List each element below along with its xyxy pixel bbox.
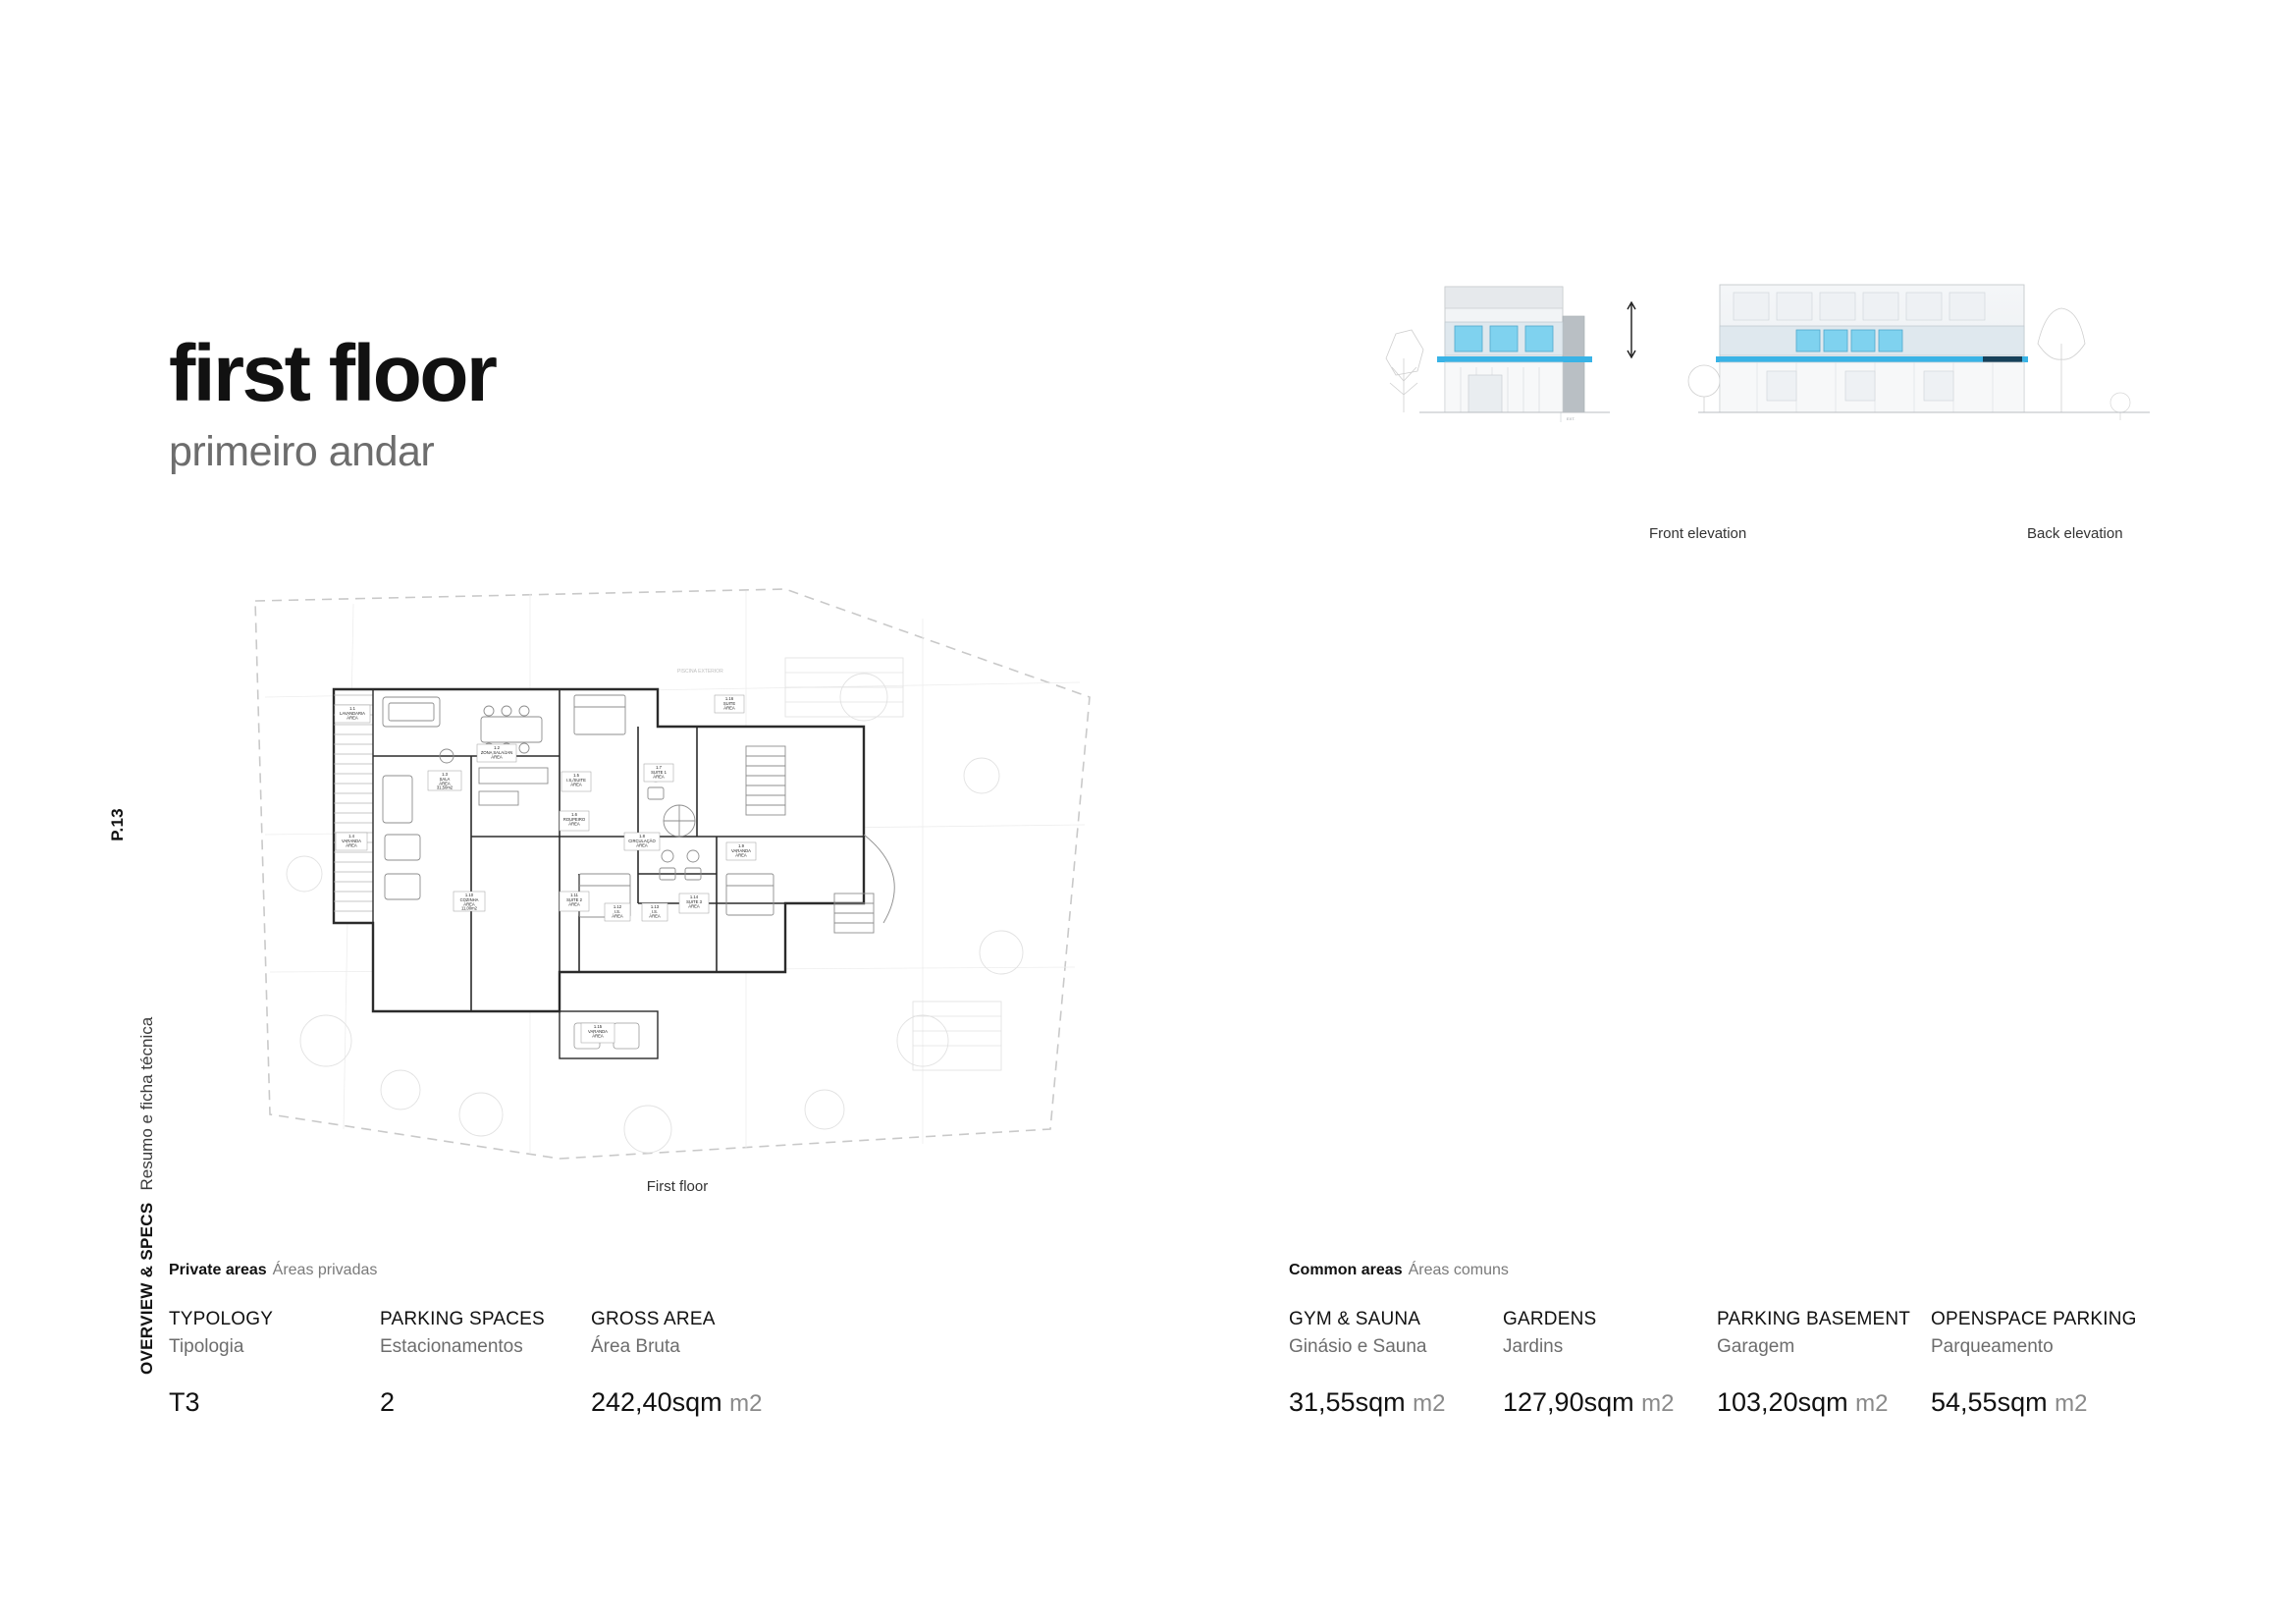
height-arrow <box>1628 302 1635 357</box>
svg-text:1.8: 1.8 <box>639 834 645 839</box>
spec-parking-spaces-number: 2 <box>380 1387 396 1417</box>
common-areas-columns <box>1289 1309 2145 1418</box>
svg-text:1.11: 1.11 <box>570 893 578 897</box>
page-number: P.13 <box>108 808 127 841</box>
svg-text:1.7: 1.7 <box>656 765 662 770</box>
spec-gross-area-label-en: GROSS AREA <box>591 1309 716 1329</box>
spec-gross-area-number: 242,40sqm <box>591 1387 722 1417</box>
svg-text:ÁREA: ÁREA <box>439 781 451 786</box>
svg-text:1.6: 1.6 <box>571 812 577 817</box>
private-areas-heading <box>169 1262 846 1279</box>
spec-parking-spaces <box>380 1309 591 1418</box>
front-elevation-caption: Front elevation <box>1649 525 1747 542</box>
svg-text:VARANDA: VARANDA <box>731 848 751 853</box>
svg-text:I.S./SUITE: I.S./SUITE <box>566 778 586 783</box>
spec-gardens-number: 127,90sqm <box>1503 1387 1634 1417</box>
svg-text:1.16: 1.16 <box>724 696 734 701</box>
svg-text:1.13: 1.13 <box>650 904 660 909</box>
front-elevation-group <box>1386 287 1610 422</box>
svg-text:ÁREA: ÁREA <box>612 913 623 919</box>
svg-text:I.S.: I.S. <box>614 909 621 914</box>
svg-text:1.14: 1.14 <box>689 894 699 899</box>
svg-text:ÁREA: ÁREA <box>568 901 580 907</box>
back-elevation-caption: Back elevation <box>2027 525 2123 542</box>
common-areas-heading-en: Common areas <box>1289 1262 1403 1278</box>
spec-gross-area-value <box>591 1387 846 1418</box>
elevation-captions <box>1374 525 2179 545</box>
spec-typology-number: T3 <box>169 1387 200 1417</box>
spec-openspace-parking-number: 54,55sqm <box>1931 1387 2048 1417</box>
spec-gross-area-unit: m2 <box>729 1390 763 1417</box>
floor-plan-caption: First floor <box>646 1178 709 1195</box>
spec-parking-basement-value <box>1717 1387 1931 1418</box>
svg-text:ÁREA: ÁREA <box>636 842 648 848</box>
spec-gym-sauna <box>1289 1309 1503 1418</box>
common-areas-heading <box>1289 1262 2145 1279</box>
spec-gardens-unit: m2 <box>1641 1390 1675 1417</box>
section-title: OVERVIEW & SPECS <box>137 1202 156 1375</box>
spec-gym-sauna-label-en: GYM & SAUNA <box>1289 1309 1421 1329</box>
svg-text:VARANDA: VARANDA <box>588 1029 608 1034</box>
spec-gross-area-label-pt: Área Bruta <box>591 1336 680 1357</box>
svg-text:1.15: 1.15 <box>593 1024 603 1029</box>
svg-text:1.10: 1.10 <box>464 893 474 897</box>
section-subtitle: Resumo e ficha técnica <box>137 1016 156 1191</box>
svg-text:SUITE 2: SUITE 2 <box>566 897 582 902</box>
page-title: first floor <box>169 329 496 418</box>
spec-parking-spaces-label-pt: Estacionamentos <box>380 1336 523 1357</box>
svg-text:1.9: 1.9 <box>738 843 744 848</box>
svg-text:1.5: 1.5 <box>573 773 579 778</box>
spec-parking-basement-number: 103,20sqm <box>1717 1387 1848 1417</box>
svg-text:I.S.: I.S. <box>651 909 659 914</box>
spec-typology-label-pt: Tipologia <box>169 1336 244 1357</box>
svg-text:ZONA SALA/JAN: ZONA SALA/JAN <box>480 750 513 755</box>
svg-text:ÁREA: ÁREA <box>592 1033 604 1039</box>
svg-text:VARANDA: VARANDA <box>342 839 361 843</box>
private-areas-heading-pt: Áreas privadas <box>272 1262 378 1278</box>
spec-openspace-parking-label-pt: Parqueamento <box>1931 1336 2054 1357</box>
svg-text:ÁREA: ÁREA <box>735 852 747 858</box>
spec-openspace-parking <box>1931 1309 2145 1418</box>
common-areas-section <box>1289 1262 2145 1418</box>
svg-text:ÁREA: ÁREA <box>346 842 357 848</box>
spec-gym-sauna-value <box>1289 1387 1503 1418</box>
svg-text:ÁREA: ÁREA <box>570 782 582 787</box>
svg-text:SALA: SALA <box>439 777 451 782</box>
svg-text:EXT.: EXT. <box>1567 416 1575 421</box>
elevation-svg <box>1374 265 2179 511</box>
page-subtitle: primeiro andar <box>169 428 435 475</box>
svg-text:CIRCULAÇÃO: CIRCULAÇÃO <box>628 839 656 843</box>
spec-parking-basement-label-pt: Garagem <box>1717 1336 1795 1357</box>
svg-text:ÁREA: ÁREA <box>568 821 580 827</box>
side-rail <box>59 0 156 1624</box>
svg-text:1.1: 1.1 <box>349 706 355 711</box>
svg-text:1.4: 1.4 <box>348 834 354 839</box>
spec-gross-area <box>591 1309 846 1418</box>
page-title-block <box>169 329 496 476</box>
svg-text:1.2: 1.2 <box>494 745 500 750</box>
svg-text:ÁREA: ÁREA <box>347 715 358 721</box>
floor-plan-drawing <box>236 579 1119 1198</box>
spec-gym-sauna-label-pt: Ginásio e Sauna <box>1289 1336 1427 1357</box>
private-areas-section <box>169 1262 846 1418</box>
svg-text:SUITE: SUITE <box>722 701 736 706</box>
spec-openspace-parking-label-en: OPENSPACE PARKING <box>1931 1309 2137 1329</box>
svg-text:ÁREA: ÁREA <box>653 774 665 780</box>
spec-parking-basement-unit: m2 <box>1855 1390 1889 1417</box>
svg-text:1.12: 1.12 <box>613 904 622 909</box>
spec-gardens-label-pt: Jardins <box>1503 1336 1564 1357</box>
svg-text:SUITE 3: SUITE 3 <box>686 899 702 904</box>
spec-parking-basement-label-en: PARKING BASEMENT <box>1717 1309 1911 1329</box>
spec-parking-spaces-label-en: PARKING SPACES <box>380 1309 545 1329</box>
spec-gym-sauna-number: 31,55sqm <box>1289 1387 1406 1417</box>
svg-text:ÁREA: ÁREA <box>723 705 735 711</box>
spec-parking-basement <box>1717 1309 1931 1418</box>
spec-typology <box>169 1309 380 1418</box>
spec-gardens-value <box>1503 1387 1717 1418</box>
svg-text:COZINHA: COZINHA <box>459 897 479 902</box>
spec-typology-value <box>169 1387 380 1418</box>
svg-text:ÁREA: ÁREA <box>688 903 700 909</box>
svg-text:ÁREA: ÁREA <box>491 754 503 760</box>
spec-openspace-parking-value <box>1931 1387 2145 1418</box>
svg-text:ÁREA: ÁREA <box>649 913 661 919</box>
private-areas-heading-en: Private areas <box>169 1262 267 1278</box>
spec-typology-label-en: TYPOLOGY <box>169 1309 274 1329</box>
spec-gardens <box>1503 1309 1717 1418</box>
private-areas-columns <box>169 1309 846 1418</box>
svg-text:SUITE 1: SUITE 1 <box>651 770 667 775</box>
floor-plan-svg <box>236 579 1119 1198</box>
svg-text:31,50m2: 31,50m2 <box>436 785 454 790</box>
svg-text:1.3: 1.3 <box>442 772 448 777</box>
svg-text:11,00m2: 11,00m2 <box>461 905 477 911</box>
svg-text:LAVANDARIA: LAVANDARIA <box>340 711 365 716</box>
elevation-drawings <box>1374 265 2179 542</box>
back-elevation-group <box>1688 285 2150 420</box>
svg-text:ROUPEIRO: ROUPEIRO <box>562 817 586 822</box>
spec-gym-sauna-unit: m2 <box>1413 1390 1446 1417</box>
spec-openspace-parking-unit: m2 <box>2055 1390 2088 1417</box>
svg-text:PISCINA EXTERIOR: PISCINA EXTERIOR <box>677 669 723 675</box>
spec-gardens-label-en: GARDENS <box>1503 1309 1597 1329</box>
section-label <box>137 1017 157 1375</box>
svg-text:ÁREA: ÁREA <box>463 901 475 907</box>
spec-parking-spaces-value <box>380 1387 591 1418</box>
common-areas-heading-pt: Áreas comuns <box>1408 1262 1509 1278</box>
